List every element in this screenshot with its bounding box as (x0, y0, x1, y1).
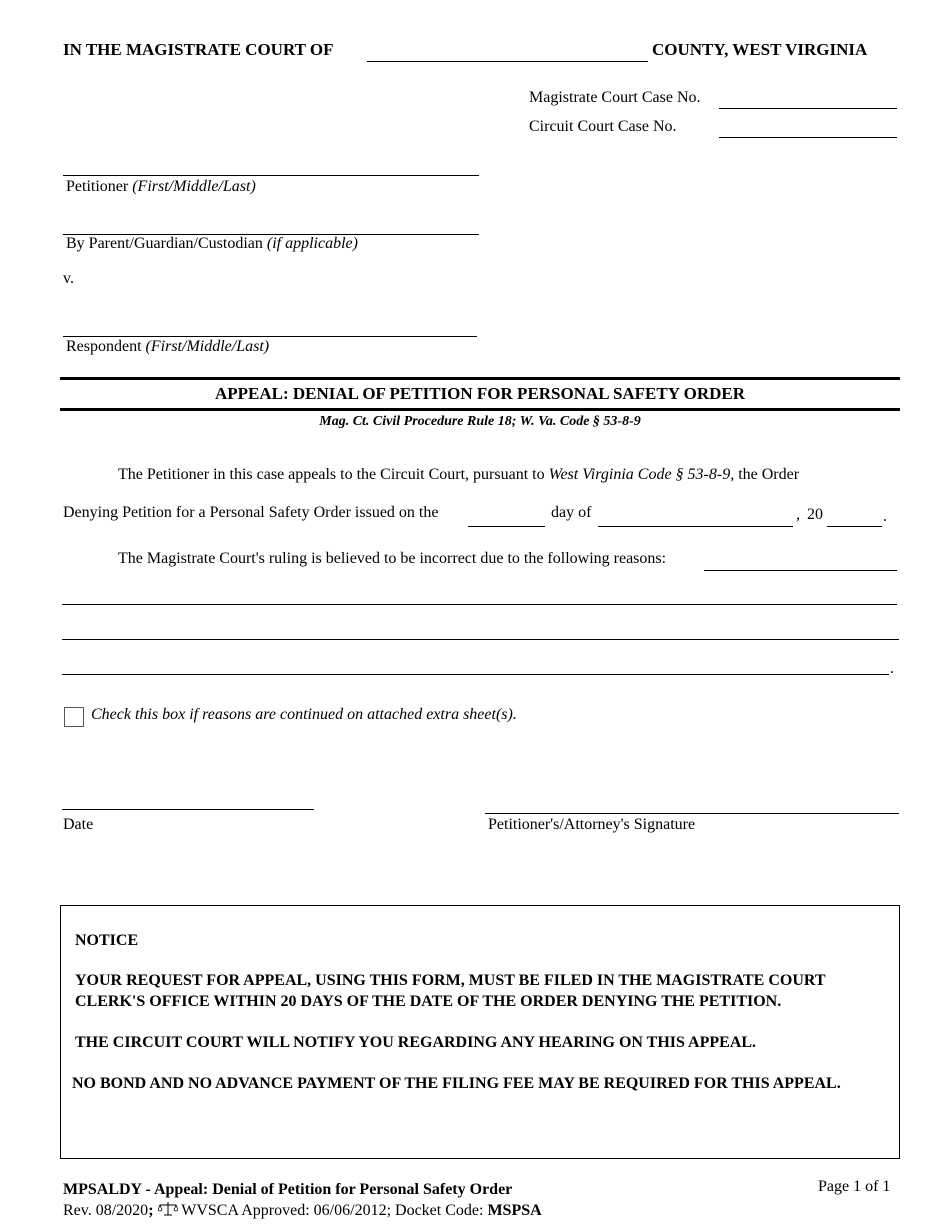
reasons-end-period: . (890, 660, 894, 677)
guardian-label-text: By Parent/Guardian/Custodian (66, 235, 263, 252)
petitioner-field[interactable] (63, 175, 479, 176)
mag-case-label: Magistrate Court Case No. (529, 89, 701, 106)
reasons-field-line4[interactable] (62, 674, 889, 675)
signature-label: Petitioner's/Attorney's Signature (488, 816, 696, 833)
circuit-case-label: Circuit Court Case No. (529, 118, 677, 135)
petitioner-hint: (First/Middle/Last) (132, 178, 256, 195)
month-field[interactable] (598, 526, 793, 527)
notice-paragraph-3: NO BOND AND NO ADVANCE PAYMENT OF THE FILING FEE MAY BE REQUIRED FOR THIS APPEAL. (72, 1075, 841, 1092)
date-label: Date (63, 816, 94, 833)
reasons-field-line2[interactable] (62, 604, 897, 605)
extra-sheets-checkbox[interactable] (64, 707, 84, 727)
title-bottom-rule (60, 408, 900, 411)
petitioner-label-text: Petitioner (66, 178, 129, 195)
respondent-label (66, 338, 269, 356)
mag-case-field[interactable] (719, 108, 897, 109)
year-field[interactable] (827, 526, 882, 527)
petitioner-label (66, 178, 256, 196)
county-field[interactable] (367, 61, 648, 62)
signature-field[interactable] (485, 813, 899, 814)
respondent-field[interactable] (63, 336, 477, 337)
footer-form-title: MPSALDY - Appeal: Denial of Petition for Personal Safety Order (63, 1181, 513, 1198)
court-prefix: IN THE MAGISTRATE COURT OF (63, 40, 334, 59)
para1-start: The Petitioner in this case appeals to the Circuit Court, pursuant to (118, 466, 545, 483)
comma-text: , (796, 506, 800, 523)
footer-rev-line (63, 1201, 542, 1222)
footer-rev: Rev. 08/2020 (63, 1202, 149, 1219)
footer-approved: WVSCA Approved: 06/06/2012; Docket Code: (181, 1202, 484, 1219)
respondent-label-text: Respondent (66, 338, 142, 355)
reasons-field-line3[interactable] (62, 639, 899, 640)
para1-code: West Virginia Code § 53-8-9 (548, 466, 731, 483)
reasons-label: The Magistrate Court's ruling is believed to be incorrect due to the following reasons: (118, 550, 667, 567)
notice-box (60, 905, 900, 1159)
circuit-case-field[interactable] (719, 137, 897, 138)
notice-paragraph-1: YOUR REQUEST FOR APPEAL, USING THIS FORM, MUST BE FILED IN THE MAGISTRATE COURT CLERK'S OFFICE WITHIN 20 DAYS OF THE DATE OF THE ORDER DENYING THE PETITION. (75, 972, 826, 1010)
notice-heading: NOTICE (75, 932, 139, 949)
checkbox-label: Check this box if reasons are continued on attached extra sheet(s). (91, 706, 517, 723)
form-title: APPEAL: DENIAL OF PETITION FOR PERSONAL SAFETY ORDER (214, 384, 746, 403)
scales-of-justice-icon (158, 1201, 178, 1222)
appeal-paragraph-line1 (118, 466, 799, 484)
respondent-hint: (First/Middle/Last) (145, 338, 270, 355)
footer-docket-code: MSPSA (487, 1202, 542, 1219)
para1-end: , the Order (730, 466, 800, 483)
footer-semicolon: ; (148, 1202, 154, 1219)
date-period: . (883, 508, 887, 525)
guardian-label (66, 235, 358, 253)
reasons-field-line1[interactable] (704, 570, 897, 571)
footer-page-number: Page 1 of 1 (818, 1178, 891, 1195)
form-citation: Mag. Ct. Civil Procedure Rule 18; W. Va. Code § 53-8-9 (319, 414, 641, 429)
day-field[interactable] (468, 526, 545, 527)
para2-start: Denying Petition for a Personal Safety Order issued on the (63, 504, 439, 521)
guardian-hint: (if applicable) (266, 235, 358, 252)
year-prefix: 20 (807, 506, 823, 523)
date-field[interactable] (62, 809, 314, 810)
court-suffix: COUNTY, WEST VIRGINIA (652, 40, 868, 59)
versus-text: v. (63, 270, 74, 287)
title-top-rule (60, 377, 900, 380)
notice-paragraph-2: THE CIRCUIT COURT WILL NOTIFY YOU REGARDING ANY HEARING ON THIS APPEAL. (75, 1034, 757, 1051)
day-of-text: day of (551, 504, 592, 521)
